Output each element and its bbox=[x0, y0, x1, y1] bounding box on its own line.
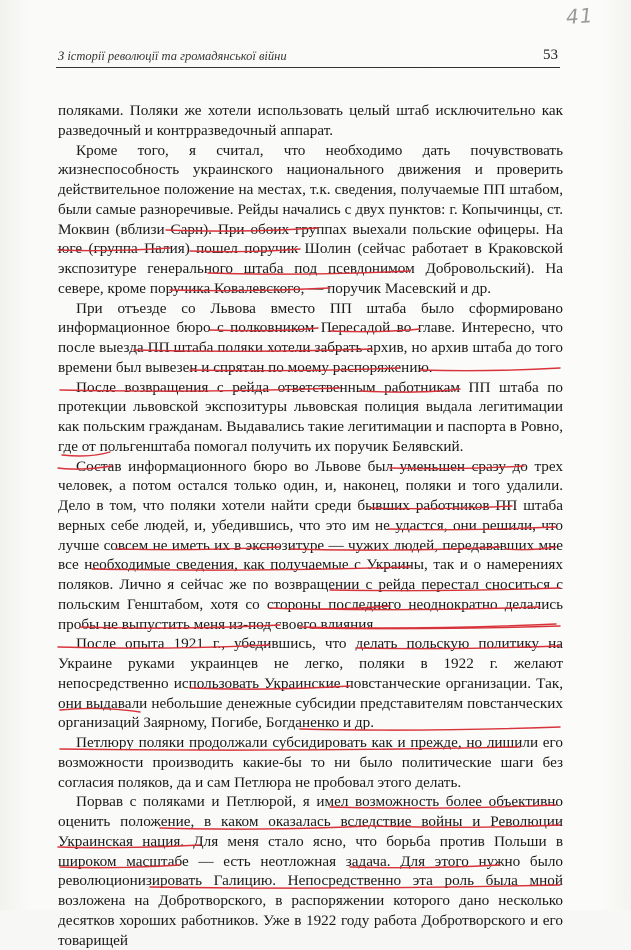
running-header bbox=[56, 47, 560, 68]
body-text bbox=[58, 101, 563, 950]
paragraph-4: После возвращения с рейда ответственным работникам ПП штаба по протекции львовской экспозитуры львовская полиция выдала легитимации как польским гражданам. Выдавались такие легитимации и паспорта в Ровно, где от польгенштаба помогал получить их поручик Белявский. bbox=[58, 378, 563, 455]
paragraph-8: Порвав с поляками и Петлюрой, я имел возможность более объективно оценить положение, в каком оказалась вследствие войны и Революции Украинская нация. Для меня стало ясно, что борьба против Польши в широком масштабе — есть неотложная задача. Для этого нужно было революционизировать Галицию. Непосредственно эта роль была мной возложена на Добротворского, в распоряжении которого дано несколько десятков хороших работников. Уже в 1922 году работа Добротворского и его товарищей bbox=[58, 793, 563, 949]
page-number: 53 bbox=[543, 47, 558, 63]
paragraph-5: Состав информационного бюро во Львове был уменьшен сразу до трех человек, а потом остался только один, и, наконец, поляки и того удалили. Дело в том, что поляки хотели найти среди бывших работников ПП штаба верных себе людей, и, убедившись, что это им не удастся, они решили, что лучше совсем не иметь их в экспозитуре — чужих людей, передававших мне все необходимые сведения, как получаемые с Украины, так и о намерениях поляков. Лично я сейчас же по возвращении с рейда перестал сноситься с польским Генштабом, хотя со стороны последнего неоднократно делались пробы не выпустить меня из-под своего влияния. bbox=[58, 457, 563, 633]
paragraph-2: Кроме того, я считал, что необходимо дать почувствовать жизнеспособность украинского национального движения и проверить действительное положение на местах, т.к. сведения, получаемые ПП штабом, были самые разноречивые. Рейды начались с двух пунктов: г. Копычинцы, ст. Моквин (вблизи Сарн). При обоих группах выехали польские офицеры. На юге (группа Палия) пошел поручик Шолин (сейчас работает в Краковской экспозитуре генерального штаба под псевдонимом Добровольский). На севере, кроме поручика Ковалевского, — поручик Масевский и др. bbox=[58, 141, 563, 297]
paragraph-7: Петлюру поляки продолжали субсидировать как и прежде, но лишили его возможности производить какие-бы то ни было политические шаги без согласия поляков, да и сам Петлюра не пробовал этого делать. bbox=[58, 734, 563, 791]
header-title: З історії революції та громадянської війни bbox=[58, 49, 287, 63]
paragraph-6: После опыта 1921 г., убедившись, что делать польскую политику на Украине руками украинцев не легко, поляки в 1922 г. желают непосредственно использовать Украинские повстанческие организации. Так, они выдавали небольшие денежные субсидии представителям повстанческих организаций Заярному, Погибе, Богданенко и др. bbox=[58, 635, 563, 732]
paragraph-1: поляками. Поляки же хотели использовать целый штаб исключительно как разведочный и контрразведочный аппарат. bbox=[58, 102, 563, 139]
handwritten-page-number: 41 bbox=[565, 3, 595, 29]
paragraph-3: При отъезде со Львова вместо ПП штаба было сформировано информационное бюро с полковником Пересадой во главе. Интересно, что после выезда ПП штаба поляки хотели забрать архив, но архив штаба до того времени был вывезен и спрятан по моему распоряжению. bbox=[58, 299, 563, 376]
